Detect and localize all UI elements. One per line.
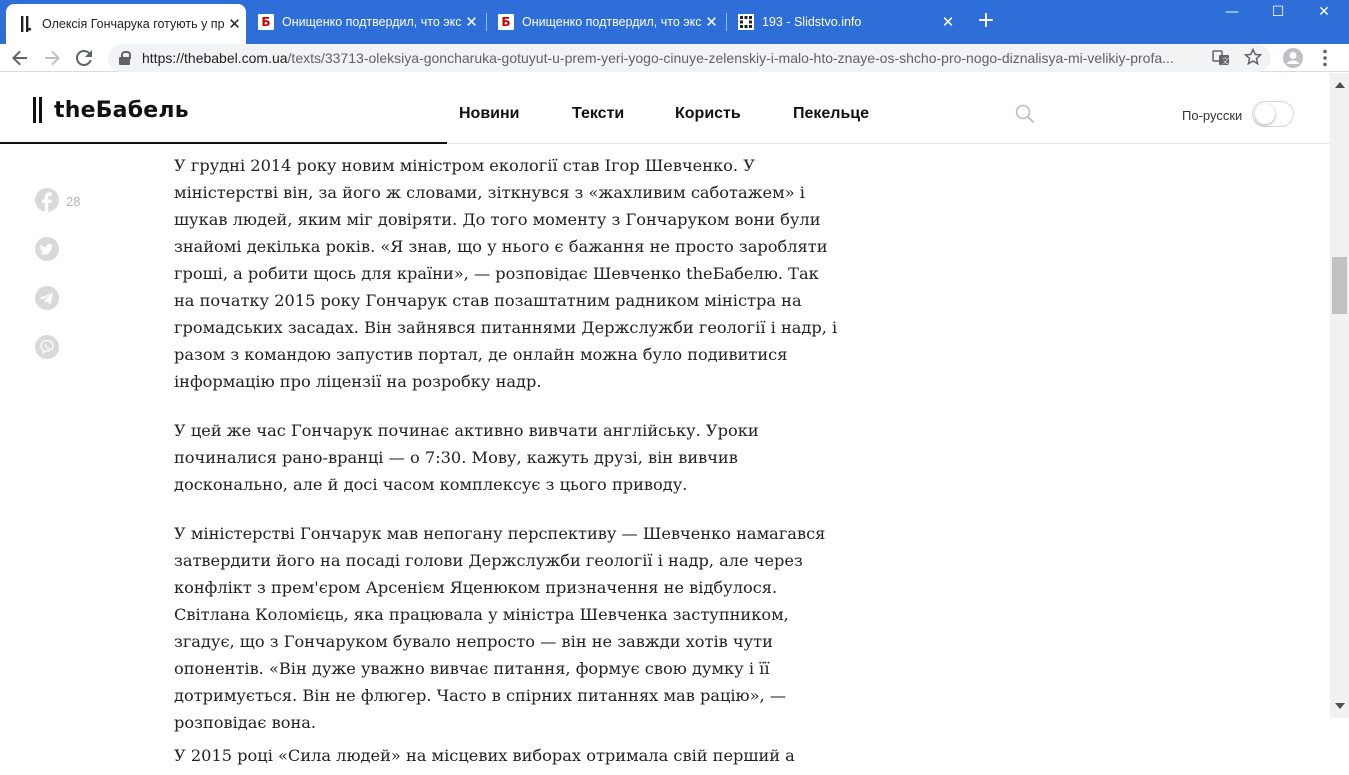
babel-logo-mark-icon (32, 97, 46, 123)
tab-title: Олексія Гончарука готують у пр (42, 17, 225, 31)
nav-item-teksty[interactable]: Тексти (572, 105, 625, 122)
nav-item-korysT[interactable]: Користь (675, 105, 741, 122)
language-toggle-switch[interactable] (1252, 101, 1294, 127)
browser-tab-strip (0, 0, 1349, 44)
address-bar[interactable] (108, 44, 1271, 72)
browser-tab-3[interactable] (486, 6, 726, 38)
browser-tab-1[interactable] (6, 4, 246, 44)
browser-menu-icon[interactable] (1313, 46, 1337, 70)
new-tab-button[interactable]: + (976, 8, 996, 33)
back-icon[interactable] (8, 46, 32, 70)
facebook-share-count: 28 (66, 194, 81, 209)
language-toggle-label: По-русски (1182, 108, 1243, 123)
maximize-icon[interactable]: ☐ (1271, 4, 1285, 20)
site-header (0, 73, 1330, 144)
article-paragraph: У грудні 2014 року новим міністром екології став Ігор Шевченко. У міністерстві він, за його ж словами, зіткнувся з «жахливим саботажем» і шукав людей, яким міг довіряти. До того моменту з Гончаруком вони були знайомі декілька років. «Я знав, що у нього є бажання не просто заробляти гроші, а робити щось для країни», — розповідає Шевченко theБабелю. Так на початку 2015 року Гончарук став позаштатним радником міністра на громадських засадах. Він зайнявся питаннями Держслужби геології і надр, і разом з командою запустив портал, де онлайн можна було подивитися інформацію про ліцензії на розробку надр. (174, 156, 838, 391)
lock-icon (118, 51, 132, 65)
tab-title: 193 - Slidstvo.info (762, 15, 862, 29)
scroll-down-arrow-icon[interactable] (1335, 703, 1345, 709)
profile-avatar-icon[interactable] (1281, 46, 1305, 70)
nav-item-novyny[interactable]: Новини (459, 105, 520, 122)
page-scrollbar[interactable] (1330, 73, 1349, 718)
slidstvo-icon (738, 14, 754, 30)
bookmark-star-icon[interactable] (1244, 48, 1262, 70)
header-underline (0, 142, 447, 144)
site-logo-text: theБабель (54, 97, 189, 123)
viber-share-icon[interactable] (35, 335, 59, 359)
close-window-icon[interactable]: ✕ (1318, 4, 1330, 20)
article-paragraph: У цей же час Гончарук починає активно вивчати англійську. Уроки починалися рано-вранці — о 7:30. Мову, кажуть друзі, він вивчив досконально, але й досі часом комплексує з цього приводу. (174, 421, 759, 494)
close-tab-icon[interactable]: ✕ (941, 13, 955, 31)
translate-icon[interactable] (1212, 49, 1230, 71)
url-path: /texts/33713-oleksiya-goncharuka-gotuyut-u-prem-yeri-yogo-cinuye-zelenskiy-i-malo-hto-znaye-os-shcho-pro-nogo-diznalisya-mi-velikiy-profa... (287, 50, 1174, 66)
close-tab-icon[interactable]: ✕ (705, 13, 718, 31)
search-icon[interactable] (1015, 104, 1035, 124)
nav-item-pekeltse[interactable]: Пекельце (793, 105, 870, 122)
article-paragraph-partial-text: У 2015 році «Сила людей» на місцевих виборах отримала свій перший а (174, 746, 795, 765)
reload-icon[interactable] (72, 46, 96, 70)
scrollbar-thumb[interactable] (1332, 257, 1347, 314)
article-paragraph-partial (174, 742, 838, 765)
tab-title: Онищенко подтвердил, что экс (522, 15, 702, 29)
svg-text:文: 文 (1221, 56, 1230, 66)
url-host: https://thebabel.com.ua (142, 50, 288, 66)
babel-logo-icon (18, 16, 34, 32)
site-logo[interactable] (32, 97, 189, 123)
facebook-share-icon[interactable] (35, 188, 59, 212)
close-tab-icon[interactable]: ✕ (465, 13, 478, 31)
browser-tab-4[interactable] (726, 6, 966, 38)
article-paragraph: У міністерстві Гончарук мав непогану перспективу — Шевченко намагався затвердити його на посаді голови Держслужби геології і надр, але через конфлікт з прем'єром Арсенієм Яценюком призначення не відбулося. Світлана Коломієць, яка працювала у міністра Шевченка заступником, згадує, що з Гончаруком бувало непросто — він не завжди хотів чути опонентів. «Він дуже уважно вивчає питання, формує свою думку і її дотримується. Він не флюгер. Часто в спірних питаннях мав рацію», — розповідає вона. (174, 524, 826, 732)
article-body (174, 152, 838, 775)
scroll-up-arrow-icon[interactable] (1335, 82, 1345, 88)
forward-icon[interactable] (40, 46, 64, 70)
twitter-share-icon[interactable] (35, 237, 59, 261)
bi-logo-icon: Б (258, 14, 274, 30)
tab-title: Онищенко подтвердил, что экс (282, 15, 462, 29)
telegram-share-icon[interactable] (35, 286, 59, 310)
bi-logo-icon: Б (498, 14, 514, 30)
minimize-icon[interactable]: — (1225, 4, 1239, 20)
browser-tab-2[interactable] (246, 6, 486, 38)
close-tab-icon[interactable]: ✕ (228, 15, 241, 33)
url-text (142, 50, 1202, 66)
browser-toolbar (0, 44, 1349, 72)
